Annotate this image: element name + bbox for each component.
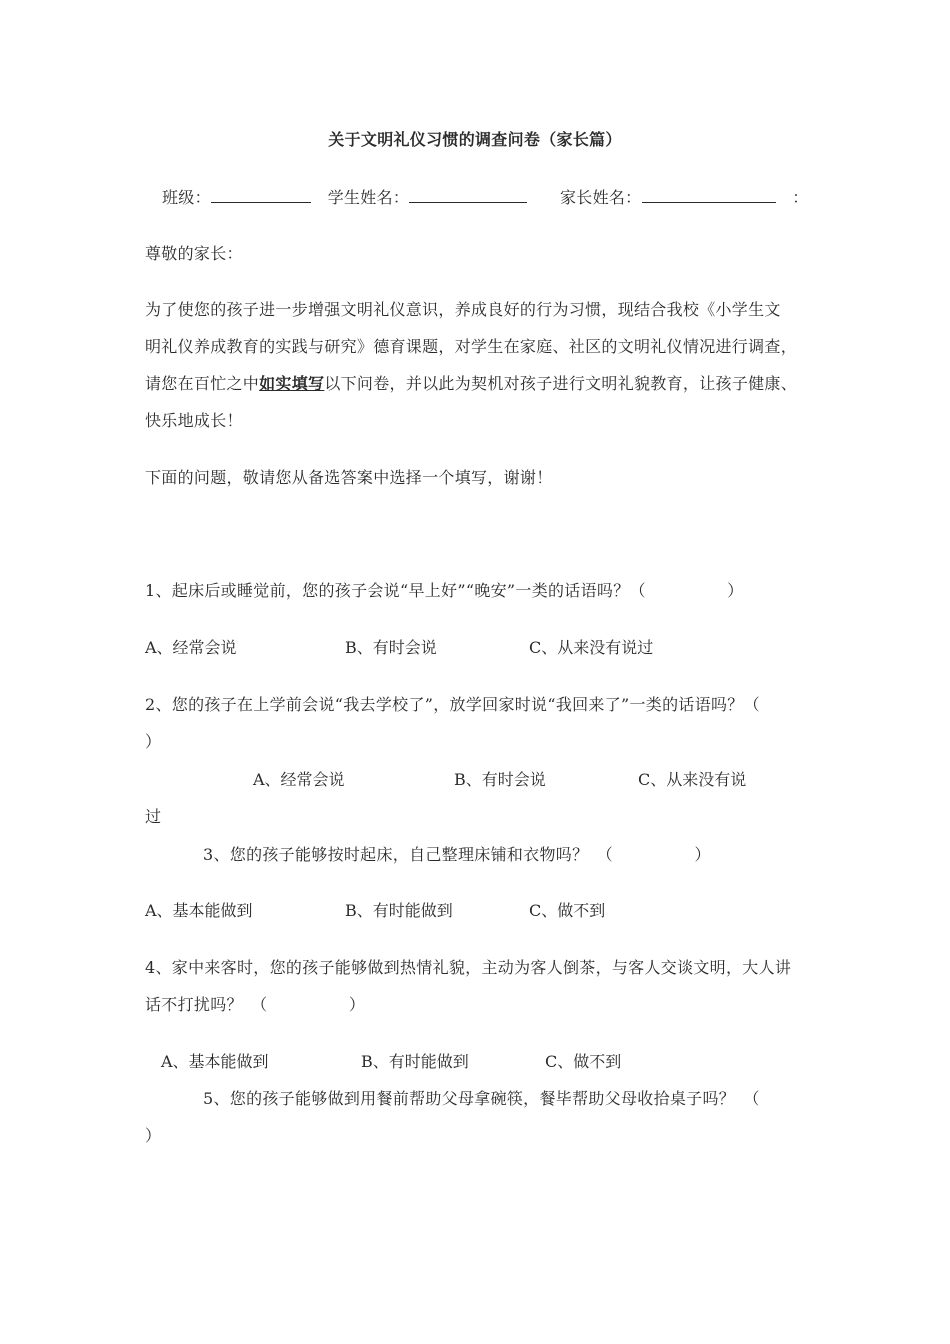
q2-option-b[interactable]: B、有时会说: [454, 770, 546, 789]
intro-line-3-post: 以下问卷，并以此为契机对孩子进行文明礼貌教育，让孩子健康、: [324, 374, 798, 393]
instruction: 下面的问题，敬请您从备选答案中选择一个填写，谢谢！: [145, 468, 553, 487]
parent-name-label: 家长姓名：: [559, 188, 642, 207]
q1-option-c[interactable]: C、从来没有说过: [529, 638, 654, 657]
question-5-cont: ）: [145, 1126, 162, 1145]
student-name-label: 学生姓名：: [327, 188, 410, 207]
greeting: 尊敬的家长：: [145, 244, 243, 263]
q2-option-c-wrap: 过: [145, 807, 162, 826]
page-title: 关于文明礼仪习惯的调查问卷（家长篇）: [328, 130, 622, 149]
intro-line-4: 快乐地成长！: [145, 411, 243, 430]
q4-option-c[interactable]: C、做不到: [545, 1052, 622, 1071]
parent-name-field[interactable]: [642, 186, 776, 203]
question-4: 4、家中来客时，您的孩子能够做到热情礼貌，主动为客人倒茶，与客人交谈文明，大人讲: [145, 958, 792, 977]
question-1: 1、起床后或睡觉前，您的孩子会说“早上好”“晚安”一类的话语吗？（ ）: [145, 581, 744, 600]
student-name-field[interactable]: [409, 186, 527, 203]
question-4-cont: 话不打扰吗？ （ ）: [145, 995, 366, 1014]
q3-option-a[interactable]: A、基本能做到: [145, 901, 253, 920]
intro-line-2: 明礼仪养成教育的实践与研究》德育课题，对学生在家庭、社区的文明礼仪情况进行调查，: [145, 337, 798, 356]
intro-line-1: 为了使您的孩子进一步增强文明礼仪意识，养成良好的行为习惯，现结合我校《小学生文: [145, 300, 781, 319]
info-row-tail: ：: [792, 188, 809, 207]
question-2-cont: ）: [145, 732, 162, 751]
question-5: 5、您的孩子能够做到用餐前帮助父母拿碗筷，餐毕帮助父母收拾桌子吗？ （: [203, 1089, 760, 1108]
info-row: [162, 186, 809, 208]
q2-option-a[interactable]: A、经常会说: [253, 770, 345, 789]
q4-option-b[interactable]: B、有时能做到: [361, 1052, 469, 1071]
q3-option-c[interactable]: C、做不到: [529, 901, 606, 920]
q3-option-b[interactable]: B、有时能做到: [345, 901, 453, 920]
class-field[interactable]: [211, 186, 311, 203]
q1-option-a[interactable]: A、经常会说: [145, 638, 237, 657]
question-3: 3、您的孩子能够按时起床，自己整理床铺和衣物吗？ （ ）: [203, 845, 711, 864]
intro-line-3: [145, 374, 797, 394]
class-label: 班级：: [162, 188, 211, 207]
q1-option-b[interactable]: B、有时会说: [345, 638, 437, 657]
emphasis-text: 如实填写: [259, 374, 325, 393]
intro-line-3-pre: 请您在百忙之中: [145, 374, 260, 393]
question-2: 2、您的孩子在上学前会说“我去学校了”，放学回家时说“我回来了”一类的话语吗？（: [145, 695, 760, 714]
q2-option-c[interactable]: C、从来没有说: [638, 770, 747, 789]
q4-option-a[interactable]: A、基本能做到: [161, 1052, 269, 1071]
